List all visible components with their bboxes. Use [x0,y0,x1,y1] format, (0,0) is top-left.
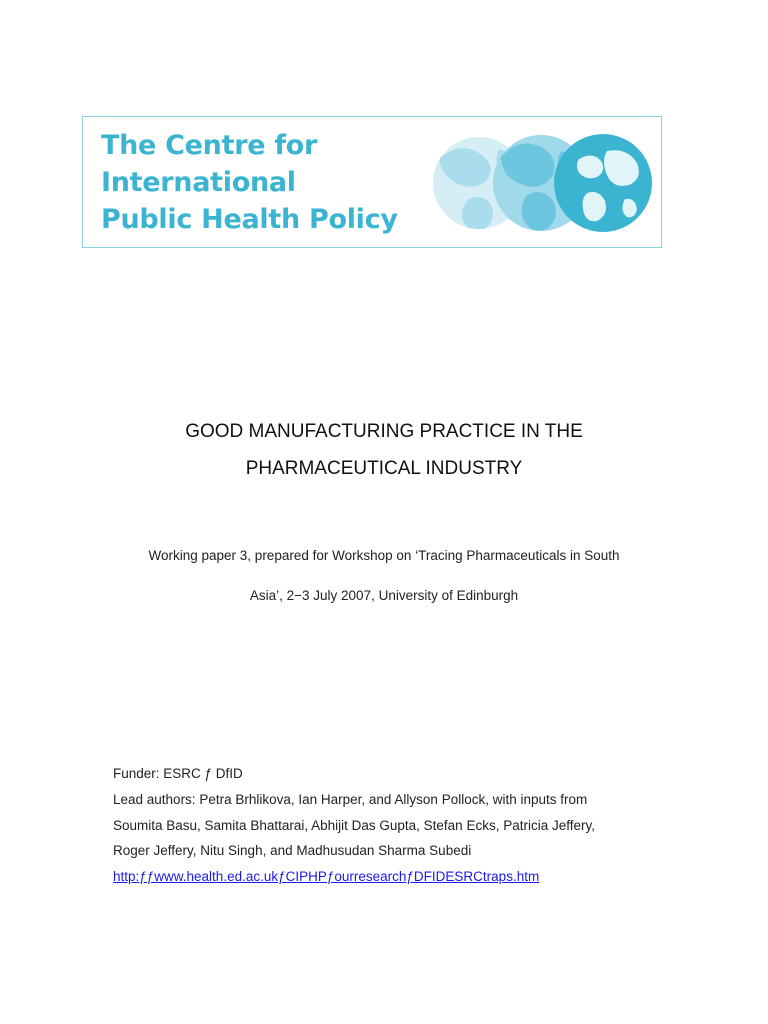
authors-line-3: Roger Jeffery, Nitu Singh, and Madhusudan Sharma Subedi [113,843,472,858]
research-link[interactable]: http:ƒƒwww.health.ed.ac.ukƒCIPHPƒourresearchƒDFIDESRCtraps.htm [113,869,540,884]
logo-line-2: International [101,167,296,198]
title-line-1: GOOD MANUFACTURING PRACTICE IN THE [185,421,583,442]
logo-banner [82,116,662,248]
logo-line-1: The Centre for [101,130,318,161]
funder-line: Funder: ESRC ƒ DfID [113,766,243,781]
authors-line-2: Soumita Basu, Samita Bhattarai, Abhijit Das Gupta, Stefan Ecks, Patricia Jeffery, [113,818,595,833]
globes-icon [429,129,653,237]
title-line-2: PHARMACEUTICAL INDUSTRY [245,458,523,479]
authors-line-1: Lead authors: Petra Brhlikova, Ian Harper, and Allyson Pollock, with inputs from [113,792,588,807]
subtitle-line-1: Working paper 3, prepared for Workshop on ‘Tracing Pharmaceuticals in South [148,548,620,563]
logo-line-3: Public Health Policy [101,204,398,235]
subtitle-line-2: Asia’, 2−3 July 2007, University of Edinburgh [249,588,519,603]
logo-text [101,127,398,238]
